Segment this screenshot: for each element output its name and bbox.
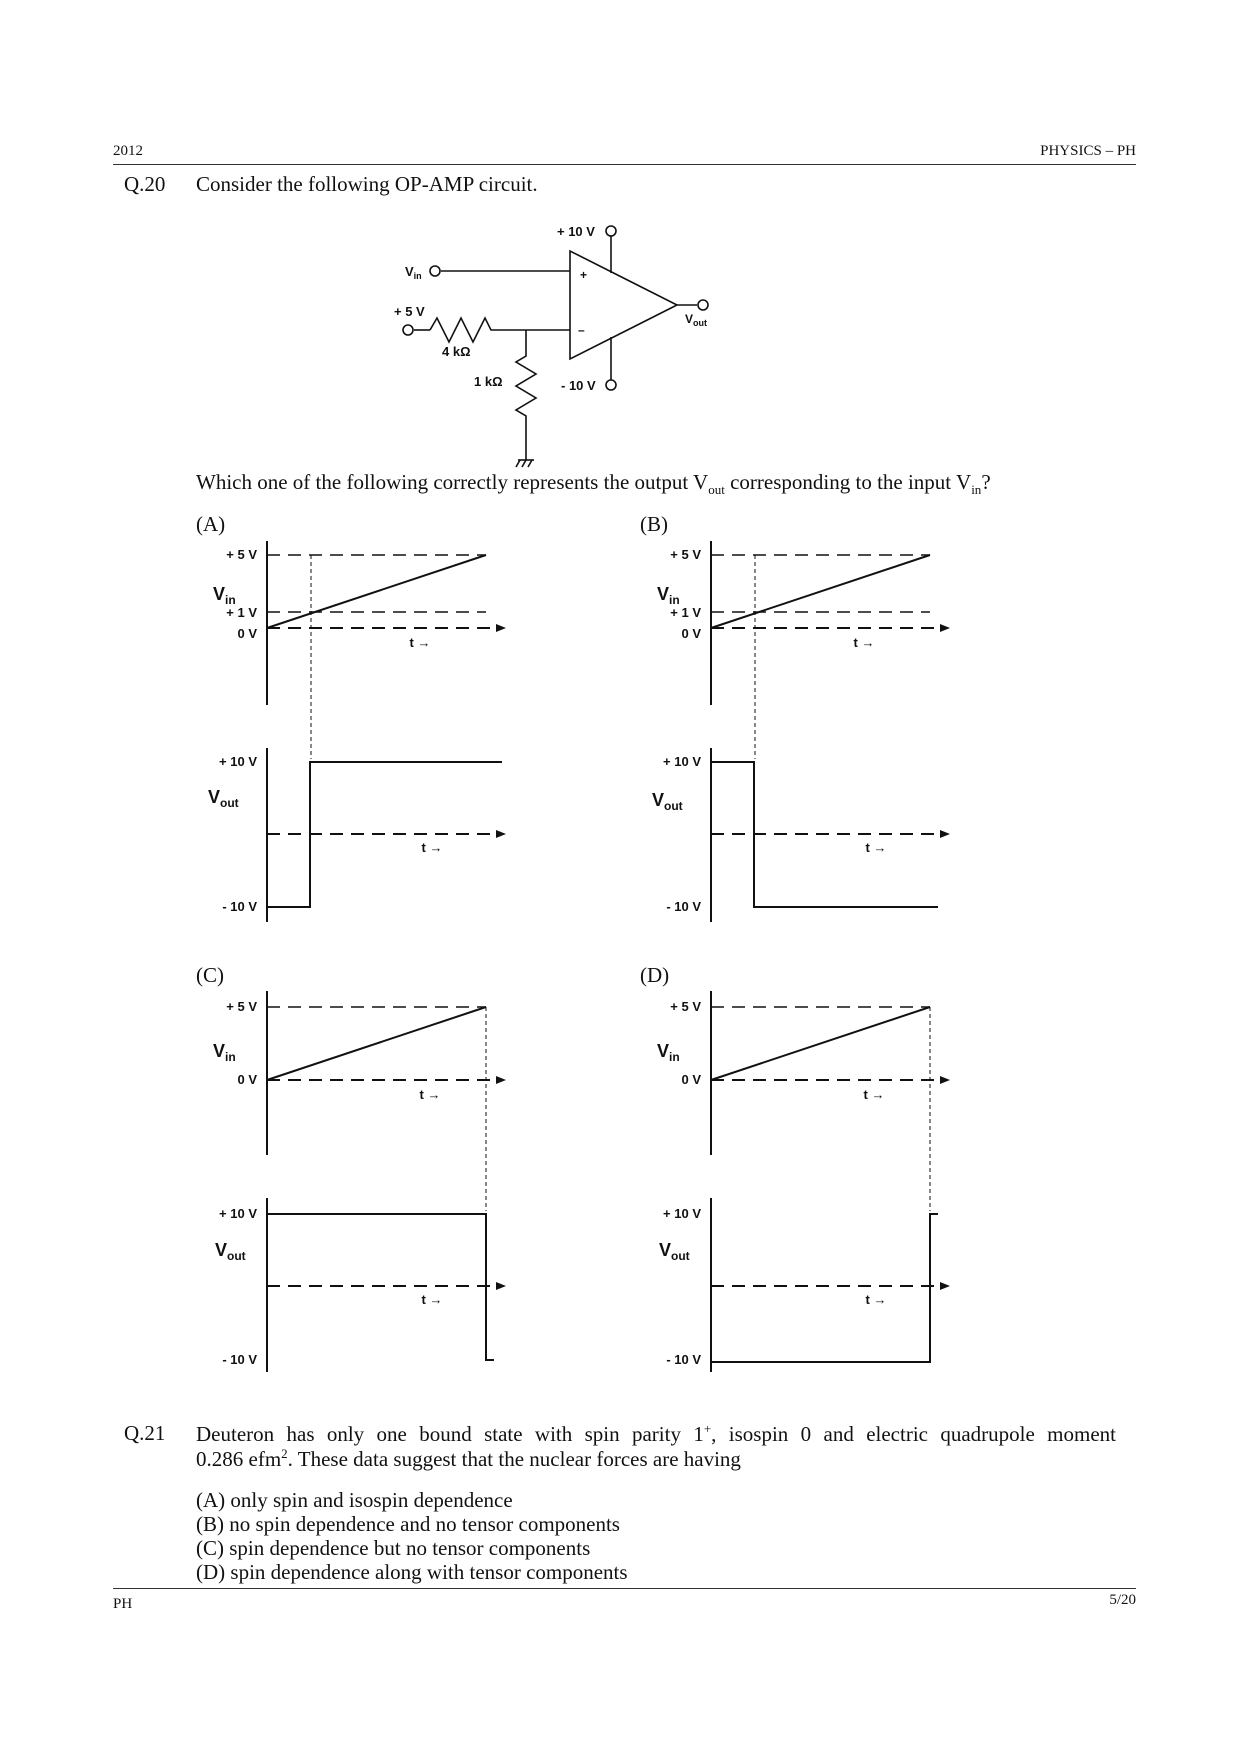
svg-text:+ 5 V: + 5 V <box>226 999 257 1014</box>
svg-text:- 10 V: - 10 V <box>666 899 701 914</box>
footer-rule <box>113 1588 1136 1589</box>
svg-text:+ 5 V: + 5 V <box>670 999 701 1014</box>
resistor-4k <box>430 318 570 342</box>
svg-text:t →: t → <box>863 1087 885 1102</box>
q21-option-b: (B) no spin dependence and no tensor components <box>196 1512 620 1536</box>
svg-text:Vout: $V_{out}$ <box>215 1240 246 1263</box>
svg-text:Vin: $V_{in}$ <box>213 1041 236 1064</box>
vout-label: $V_{out}$ <box>685 312 708 328</box>
svg-text:Vin: $V_{in}$ <box>213 584 236 607</box>
q21-option-c: (C) spin dependence but no tensor components <box>196 1536 591 1560</box>
svg-text:+ 5 V: + 5 V <box>670 547 701 562</box>
svg-text:+ 10 V: + 10 V <box>663 754 701 769</box>
footer-right: 5/20 <box>1109 1592 1136 1608</box>
svg-text:+ 10 V: + 10 V <box>219 1206 257 1221</box>
q20-text: Consider the following OP-AMP circuit. <box>196 172 538 196</box>
svg-text:t →: t → <box>853 635 875 650</box>
header-year: 2012 <box>113 143 143 159</box>
footer-left: PH <box>113 1596 133 1612</box>
option-b-graph <box>644 530 974 930</box>
resistor-1k <box>516 330 536 460</box>
svg-text:- 10 V: - 10 V <box>666 1352 701 1367</box>
option-b-label: (B) <box>640 512 668 536</box>
svg-text:t →: t → <box>421 840 443 855</box>
option-d-graph <box>644 980 974 1380</box>
svg-text:0 V: 0 V <box>237 1072 257 1087</box>
svg-text:- 10 V: - 10 V <box>222 1352 257 1367</box>
option-c-graph <box>200 980 530 1380</box>
option-a-label: (A) <box>196 512 226 536</box>
q21-option-a: (A) only spin and isospin dependence <box>196 1488 513 1512</box>
r4-label: 4 kΩ <box>442 344 471 359</box>
q21-line2: 0.286 efm$^2$. These data suggest that the nuclear forces are having <box>196 1446 741 1471</box>
svg-text:+ 1 V: + 1 V <box>670 605 701 620</box>
svg-text:Vin: $V_{in}$ <box>657 584 680 607</box>
svg-text:t →: t → <box>409 635 431 650</box>
minus10-label: - 10 V <box>561 378 596 393</box>
svg-text:+ 10 V: + 10 V <box>663 1206 701 1221</box>
svg-text:0 V: 0 V <box>681 1072 701 1087</box>
svg-text:+ 1 V: + 1 V <box>226 605 257 620</box>
svg-text:Vout: $V_{out}$ <box>208 787 239 810</box>
svg-text:+ 5 V: + 5 V <box>226 547 257 562</box>
plus10-label: + 10 V <box>557 224 595 239</box>
q21-number: Q.21 <box>124 1421 166 1445</box>
q20-question: Which one of the following correctly represents the output $V_{out}$ corresponding to the input $V_{in}$? <box>196 470 991 498</box>
svg-text:- 10 V: - 10 V <box>222 899 257 914</box>
opamp-circuit <box>0 0 1241 480</box>
q21-line1: Deuteron has only one bound state with spin parity 1+, isospin 0 and electric quadrupole moment <box>196 1421 1116 1446</box>
svg-text:Vout: $V_{out}$ <box>659 1240 690 1263</box>
svg-text:Vout: $V_{out}$ <box>652 790 683 813</box>
option-c-label: (C) <box>196 963 224 987</box>
svg-text:t →: t → <box>421 1292 443 1307</box>
q20-number: Q.20 <box>124 172 166 196</box>
svg-text:0 V: 0 V <box>237 626 257 641</box>
svg-text:t →: t → <box>865 1292 887 1307</box>
option-a-graph <box>200 530 530 930</box>
svg-text:0 V: 0 V <box>681 626 701 641</box>
plus-input-sign: + <box>580 268 588 282</box>
q21-option-d: (D) spin dependence along with tensor components <box>196 1560 628 1584</box>
r1-label: 1 kΩ <box>474 374 503 389</box>
plus5-label: + 5 V <box>394 304 425 319</box>
svg-text:Vin: $V_{in}$ <box>657 1041 680 1064</box>
svg-text:t →: t → <box>419 1087 441 1102</box>
q21-options <box>196 1488 628 1584</box>
vin-label: $V_{in}$ <box>405 264 422 281</box>
header-subject: PHYSICS – PH <box>1040 143 1136 159</box>
minus-input-sign: – <box>578 323 585 337</box>
svg-text:t →: t → <box>865 840 887 855</box>
svg-text:+ 10 V: + 10 V <box>219 754 257 769</box>
option-d-label: (D) <box>640 963 670 987</box>
